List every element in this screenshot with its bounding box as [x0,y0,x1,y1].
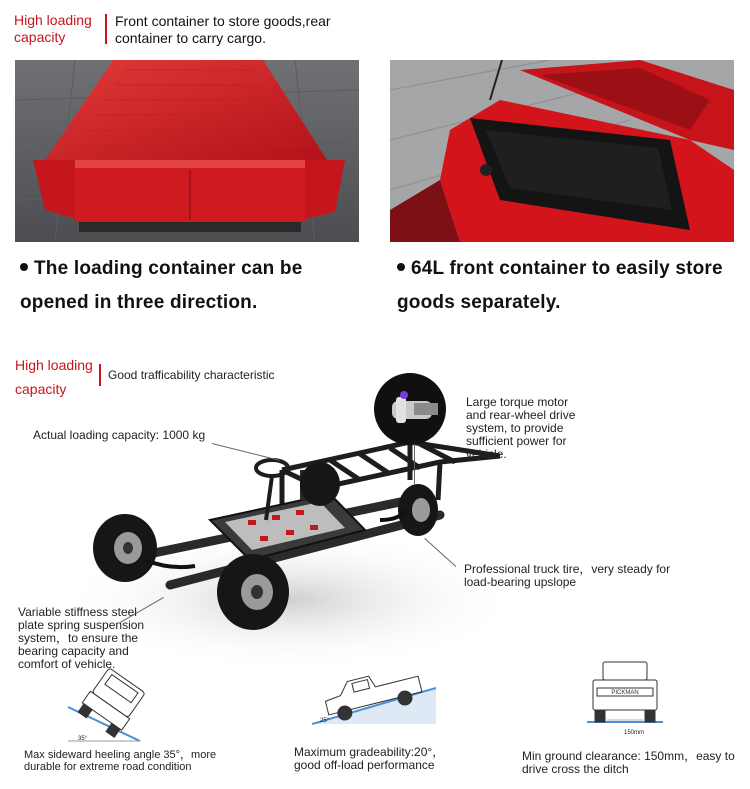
heeling-caption [24,749,216,773]
bullet-icon [397,263,405,271]
section2-tag-line2: capacity [15,381,67,397]
section1-description [115,13,331,47]
left-caption-line1: The loading container can be [34,258,303,279]
callout-loading-capacity: Actual loading capacity: 1000 kg [33,428,206,442]
callout-tire [464,563,670,589]
clearance-caption [522,750,748,776]
grade-line1: Maximum gradeability:20°， [294,745,445,759]
clearance-diagram [585,658,665,738]
truck-brand-text: PICKMAN [611,690,639,696]
heeling-diagram [60,665,160,745]
bullet-icon [20,263,28,271]
heeling-truck-drawing [60,665,160,745]
cargo-bed-photo [15,60,359,242]
right-caption-line2: goods separately. [397,292,561,313]
grade-angle-label: 25° [320,718,330,724]
clearance-label: 150mm [624,730,645,736]
motor-line: system, to provide [466,421,564,435]
front-right-wheel [217,554,289,630]
section1-desc-line1: Front container to store goods,rear [115,13,331,29]
right-caption [397,252,742,320]
left-caption [20,252,360,320]
front-container-illustration [390,60,734,242]
section1-divider [105,14,107,44]
motor-inset [374,373,446,445]
section1-tag-line2: capacity [14,29,66,45]
right-caption-line1: 64L front container to easily store [411,258,723,279]
section2-tag-line1: High loading [15,357,93,373]
motor-line: vehicle. [466,447,507,461]
gradeability-diagram [312,668,436,728]
heeling-angle-label: 35° [78,736,88,742]
leader-line-motor [414,444,415,484]
suspension-line: system，to ensure the [18,631,139,645]
motor-line: sufficient power for [466,434,567,448]
cargo-bed-illustration [15,60,359,242]
motor-icon [374,373,446,445]
clearance-line2: drive cross the ditch [522,762,629,776]
gradeability-truck-drawing [312,668,436,728]
front-container-photo [390,60,734,242]
suspension-line: Variable stiffness steel [18,605,137,619]
motor-line: and rear-wheel drive [466,408,576,422]
rear-left-wheel [300,462,340,506]
left-caption-line2: opened in three direction. [20,292,258,313]
section1-desc-line2: container to carry cargo. [115,30,266,46]
section1-tag-line1: High loading [14,12,92,28]
callout-motor [466,396,575,461]
clearance-line1: Min ground clearance: 150mm，easy to [522,749,735,763]
heeling-line2: durable for extreme road condition [24,761,192,773]
grade-line2: good off-load performance [294,758,435,772]
heeling-line1: Max sideward heeling angle 35°，more [24,749,217,761]
section1-tag [14,12,104,46]
grade-caption [294,746,444,772]
clearance-truck-drawing [585,658,665,738]
motor-line: Large torque motor [466,395,569,409]
suspension-line: bearing capacity and [18,644,129,658]
suspension-line: comfort of vehicle. [18,657,116,671]
tire-line2: load-bearing upslope [464,575,577,589]
front-left-wheel [93,514,157,582]
callout-suspension [18,606,144,671]
section2-description: Good trafficability characteristic [108,368,275,382]
tire-line1: Professional truck tire，very steady for [464,562,671,576]
suspension-line: plate spring suspension [18,618,145,632]
